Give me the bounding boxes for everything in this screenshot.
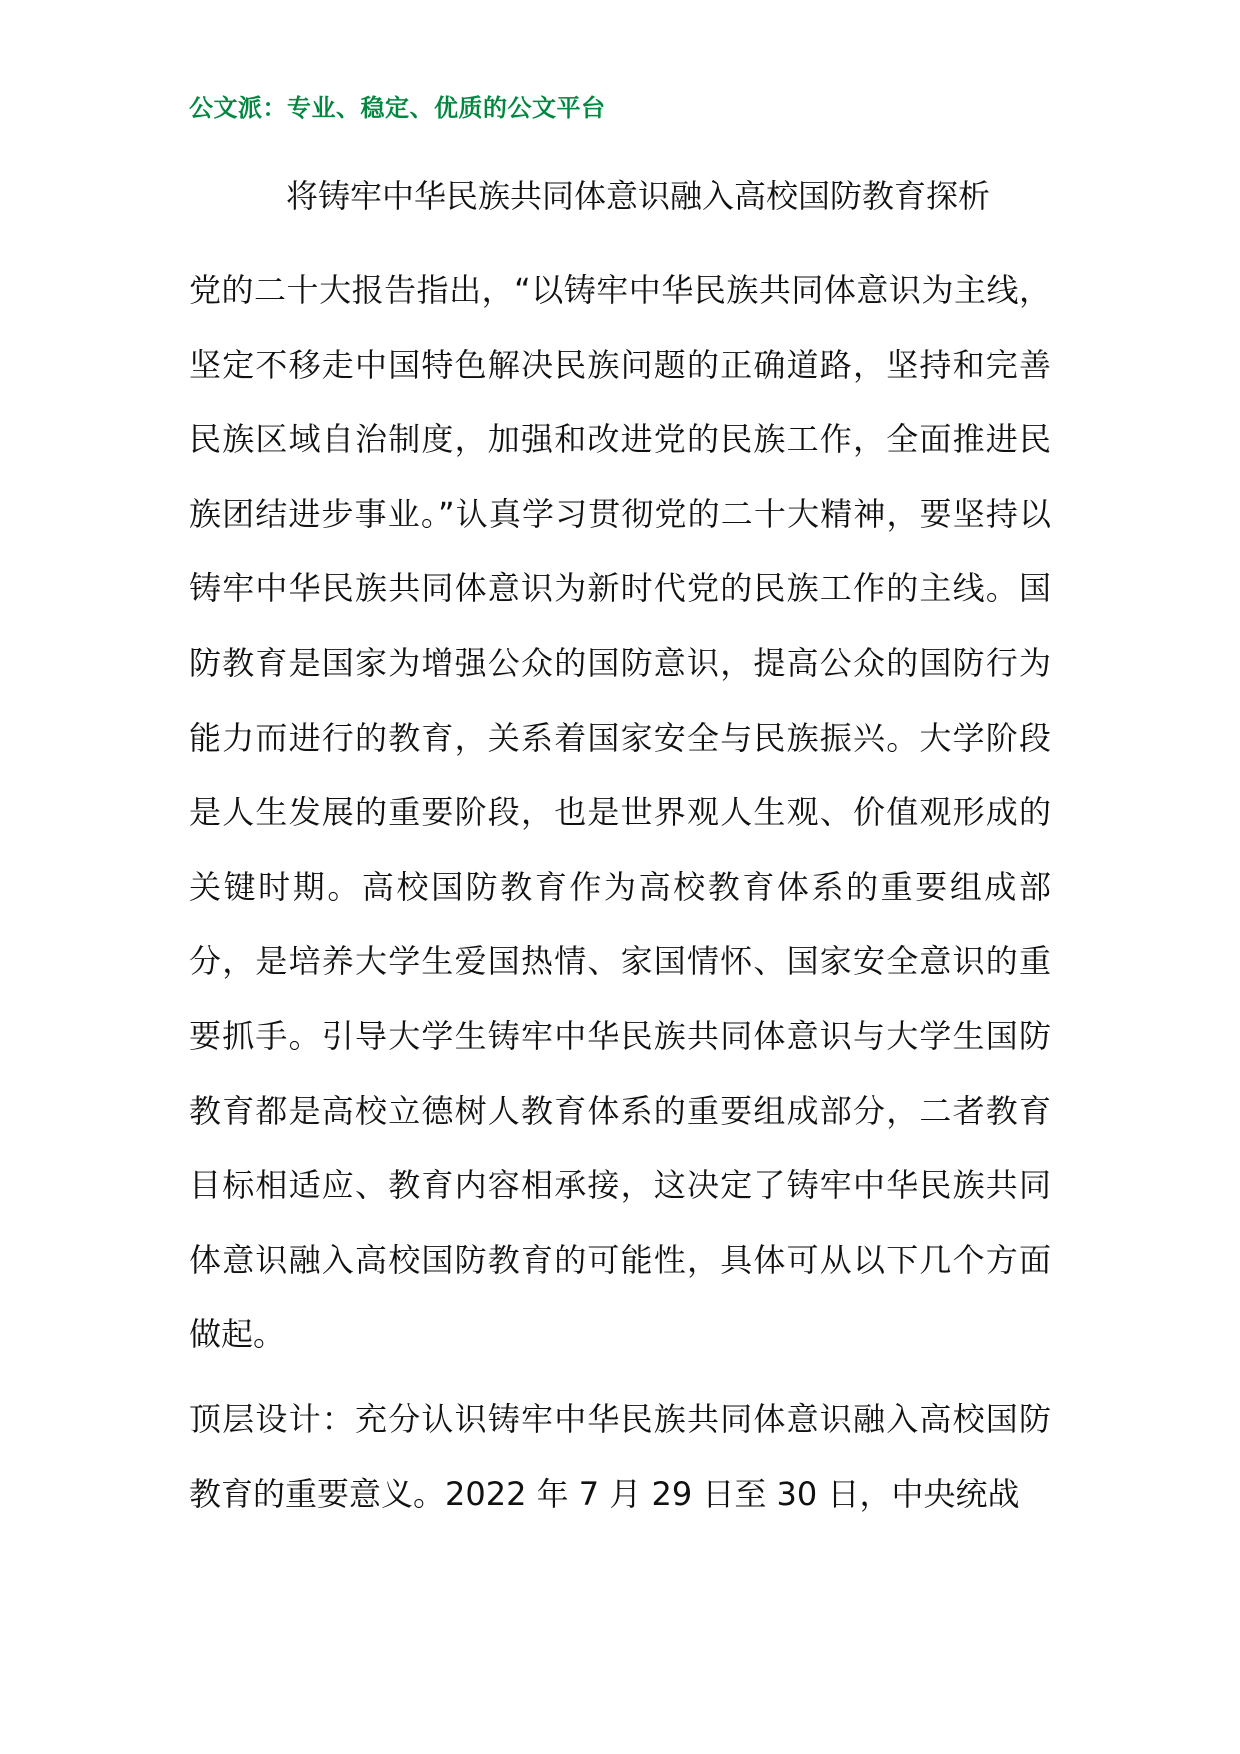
body-paragraph: 顶层设计：充分认识铸牢中华民族共同体意识融入高校国防教育的重要意义。2022 年 7 月 29 日至 30 日，中央统战 [189,1400,1051,1513]
header-tagline: 公文派：专业、稳定、优质的公文平台 [189,94,606,122]
document-title: 将铸牢中华民族共同体意识融入高校国防教育探析 [286,177,991,215]
body-paragraph: 党的二十大报告指出，“以铸牢中华民族共同体意识为主线，坚定不移走中国特色解决民族问题的正确道路，坚持和完善民族区域自治制度，加强和改进党的民族工作，全面推进民族团结进步事业。”认真学习贯彻党的二十大精神，要坚持以铸牢中华民族共同体意识为新时代党的民族工作的主线。国防教育是国家为增强公众的国防意识，提高公众的国防行为能力而进行的教育，关系着国家安全与民族振兴。大学阶段是人生发展的重要阶段，也是世界观人生观、价值观形成的关键时期。高校国防教育作为高校教育体系的重要组成部分，是培养大学生爱国热情、家国情怀、国家安全意识的重要抓手。引导大学生铸牢中华民族共同体意识与大学生国防教育都是高校立德树人教育体系的重要组成部分，二者教育目标相适应、教育内容相承接，这决定了铸牢中华民族共同体意识融入高校国防教育的可能性，具体可从以下几个方面做起。 [189,271,1051,1354]
